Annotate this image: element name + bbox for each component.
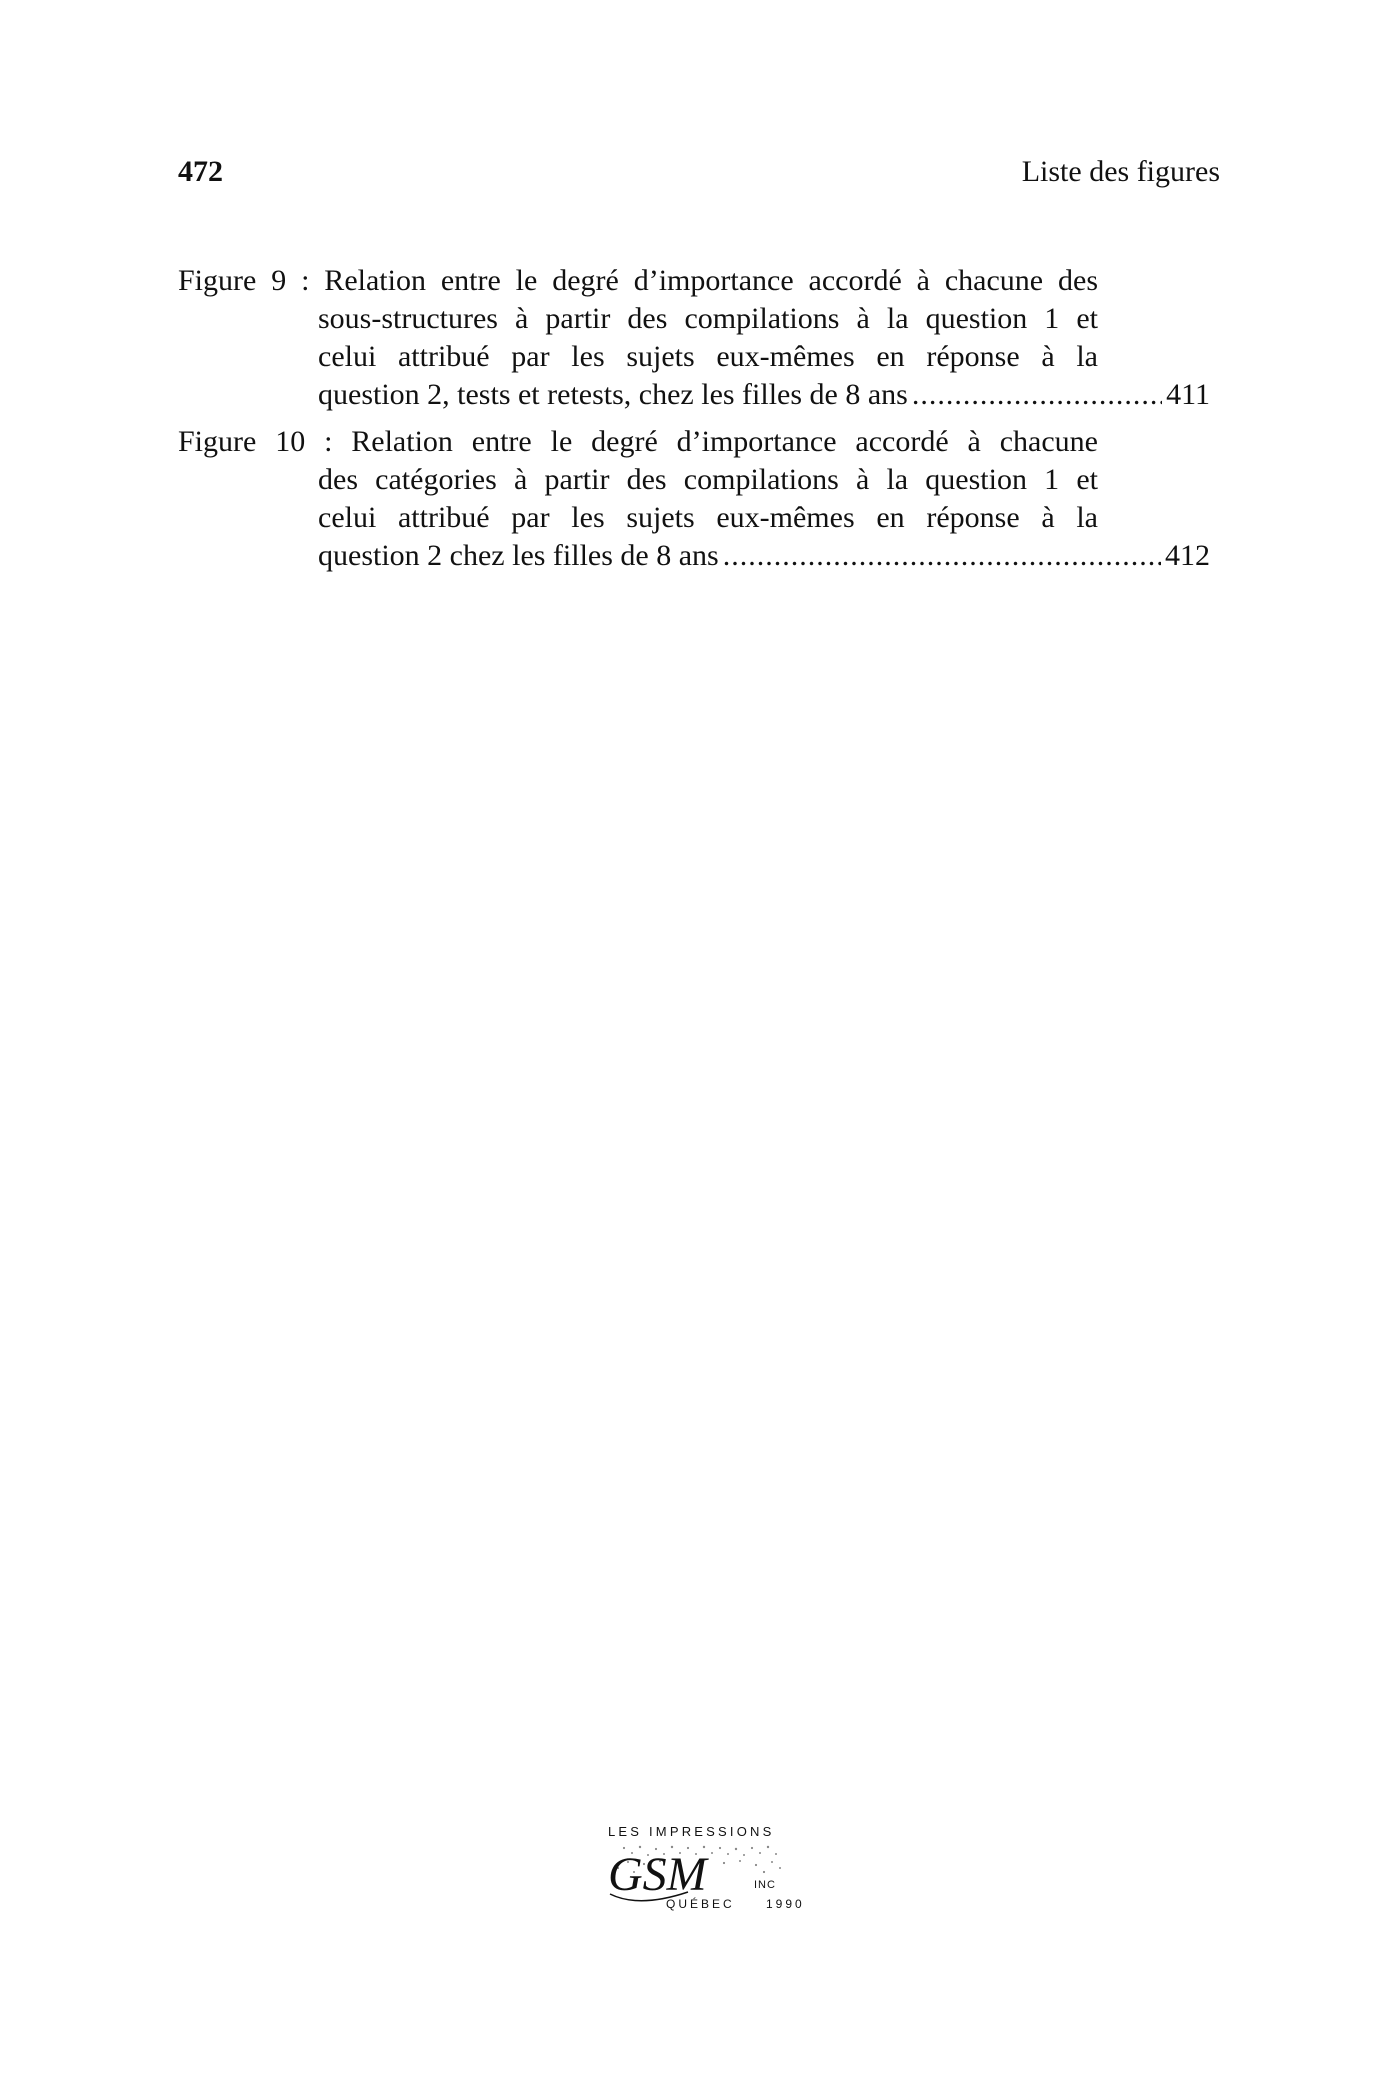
dot-leader — [912, 376, 1162, 414]
toc-entry-line: question 2, tests et retests, chez les filles de 8 ans — [318, 378, 908, 411]
toc-entry-line: question 2 chez les filles de 8 ans — [318, 539, 719, 572]
logo-monogram: GSM — [608, 1848, 707, 1901]
dot-leader — [723, 537, 1161, 575]
toc-entry-line: celui attribué par les sujets eux-mêmes en réponse à la — [318, 340, 1098, 373]
page-header — [178, 152, 1220, 192]
toc-entry-last-line — [318, 376, 1210, 414]
toc-entry-line: des catégories à partir des compilations à la question 1 et — [318, 463, 1098, 496]
toc-page-ref: 411 — [1166, 378, 1210, 411]
logo-suffix: INC — [754, 1879, 776, 1891]
logo-year: 1990 — [766, 1897, 805, 1911]
toc-entry-last-line — [318, 537, 1210, 575]
toc-entry-line: Figure 9 : Relation entre le degré d’importance accordé à chacune des — [178, 264, 1098, 297]
logo-top-text: LES IMPRESSIONS — [608, 1824, 775, 1839]
toc-entry-figure-10 — [178, 423, 1210, 575]
running-title: Liste des figures — [1021, 155, 1220, 188]
toc-entry-figure-9 — [178, 262, 1210, 414]
toc-entry-line: sous-structures à partir des compilations à la question 1 et — [318, 302, 1098, 335]
printer-logo-graphic — [604, 1820, 824, 1912]
toc-page-ref: 412 — [1165, 539, 1210, 572]
toc-entry-line: Figure 10 : Relation entre le degré d’importance accordé à chacune — [178, 425, 1098, 458]
toc-entry-line: celui attribué par les sujets eux-mêmes en réponse à la — [318, 501, 1098, 534]
list-of-figures — [178, 262, 1210, 584]
printer-logo — [604, 1820, 824, 1912]
page-number: 472 — [178, 155, 223, 188]
logo-city: QUÉBEC — [666, 1897, 735, 1911]
